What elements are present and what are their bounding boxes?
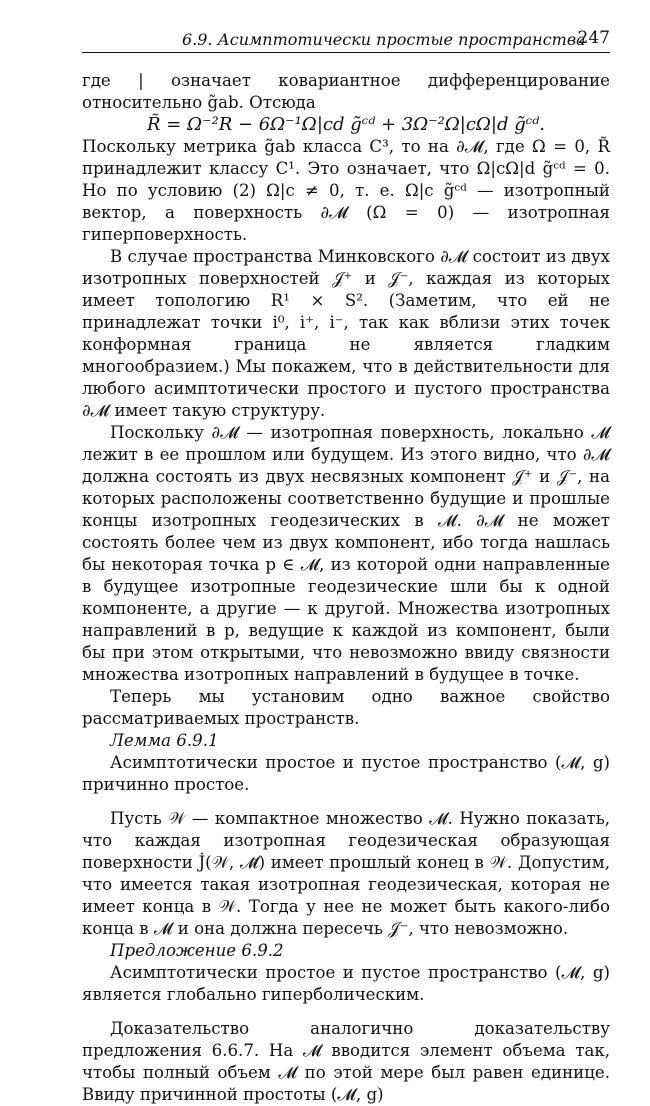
proposition-heading: Предложение 6.9.2 — [110, 941, 284, 960]
page-number: 247 — [577, 28, 610, 48]
paragraph: Поскольку метрика g̃ab класса C³, то на ∂𝓜, где Ω = 0, R̃ принадлежит классу C¹. Это означает, что Ω|cΩ|d g̃ᶜᵈ = 0. Но по условию (2) Ω|c ≠ 0, т. е. Ω|c g̃ᶜᵈ — изотропный вектор, а поверхность ∂𝓜 (Ω = 0) — изотропная гиперповерхность. — [82, 137, 610, 244]
spacer — [82, 796, 610, 808]
equation: R̃ = Ω⁻²R − 6Ω⁻¹Ω|cd g̃ᶜᵈ + 3Ω⁻²Ω|cΩ|d g̃ᶜᵈ. — [147, 114, 545, 135]
proposition-statement: Асимптотически простое и пустое пространство (𝓜, g) является глобально гиперболическим. — [82, 963, 610, 1004]
proof-paragraph: Пусть 𝒲 — компактное множество 𝓜. Нужно показать, что каждая изотропная геодезическая образующая поверхности J̇(𝒲, 𝓜̄) имеет прошлый конец в 𝒲. Допустим, что имеется такая изотропная геодезическая, которая не имеет конца в 𝒲. Тогда у нее не может быть какого-либо конца в 𝓜 и она должна пересечь 𝒥⁻, что невозможно. — [82, 809, 610, 938]
paragraph: Теперь мы установим одно важное свойство рассматриваемых пространств. — [82, 687, 610, 728]
paragraph: где | означает ковариантное дифференцирование относительно g̃ab. Отсюда — [82, 71, 610, 112]
spacer — [82, 1006, 610, 1018]
paragraph: В случае пространства Минковского ∂𝓜 состоит из двух изотропных поверхностей 𝒥⁺ и 𝒥⁻, каждая из которых имеет топологию R¹ × S². (Заметим, что ей не принадлежат точки i⁰, i⁺, i⁻, так как вблизи этих точек конформная граница не является гладким многообразием.) Мы покажем, что в действительности для любого асимптотически простого и пустого пространства ∂𝓜 имеет такую структуру. — [82, 247, 610, 420]
main-text — [82, 70, 610, 1106]
lemma-heading: Лемма 6.9.1 — [110, 731, 219, 750]
lemma-statement: Асимптотически простое и пустое пространство (𝓜, g) причинно простое. — [82, 753, 610, 794]
running-header — [82, 28, 610, 53]
paragraph: Поскольку ∂𝓜 — изотропная поверхность, локально 𝓜 лежит в ее прошлом или будущем. Из этого видно, что ∂𝓜 должна состоять из двух несвязных компонент 𝒥⁺ и 𝒥⁻, на которых расположены соответственно будущие и прошлые концы изотропных геодезических в 𝓜. ∂𝓜 не может состоять более чем из двух компонент, ибо тогда нашлась бы некоторая точка p ∈ 𝓜, из которой одни направленные в будущее изотропные геодезические шли бы к одной компоненте, а другие — к другой. Множества изотропных направлений в p, ведущие к каждой из компонент, были бы при этом открытыми, что невозможно ввиду связности множества изотропных направлений в будущее в точке. — [82, 423, 610, 684]
proof-paragraph: Доказательство аналогично доказательству предложения 6.6.7. На 𝓜 вводится элемент объема так, чтобы полный объем 𝓜 по этой мере был равен единице. Ввиду причинной простоты (𝓜, g) — [82, 1019, 610, 1104]
section-title: 6.9. Асимптотически простые пространства — [182, 30, 586, 49]
